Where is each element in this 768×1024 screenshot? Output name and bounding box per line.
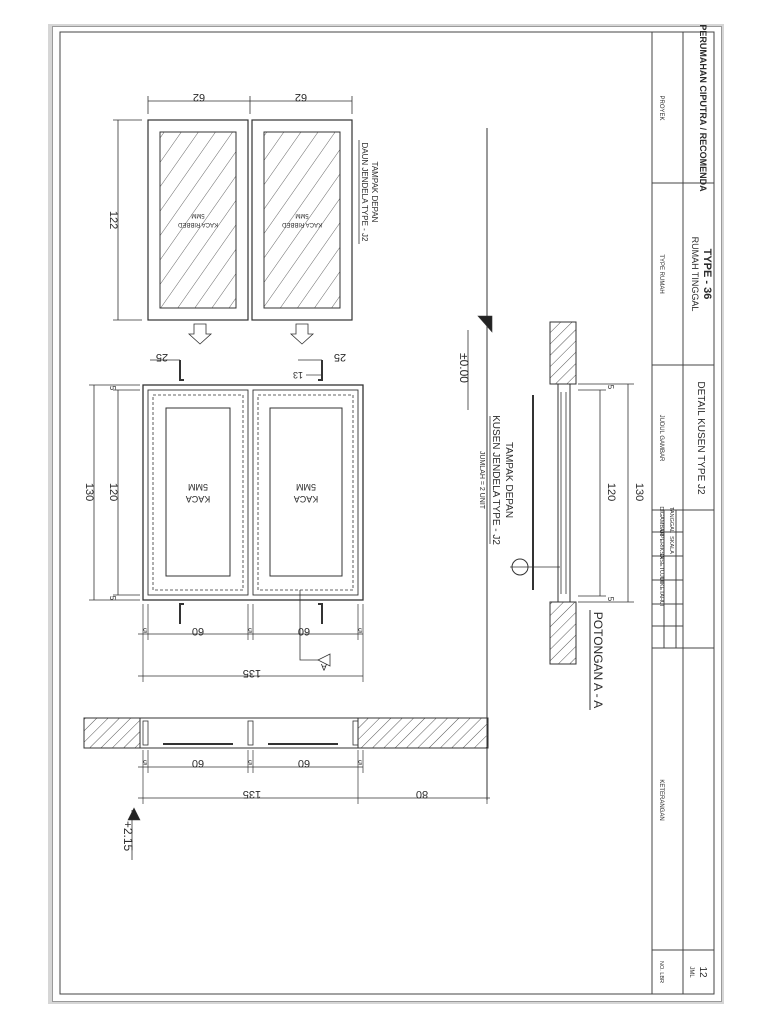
dimension-label: 5: [248, 626, 252, 633]
dimension-label: 62: [192, 91, 206, 103]
glass-label: KACA RIBBED: [281, 221, 323, 227]
field-sheet-no-group: [658, 961, 664, 983]
signoff-4-group: [668, 507, 674, 533]
frame-dim-w4: [298, 625, 310, 637]
house-type-sub: RUMAH TINGGAL: [690, 236, 700, 312]
frame-dim-handle-small: [293, 370, 303, 380]
field-type-group: [658, 254, 664, 293]
frame-dim-handle-right: [334, 351, 346, 363]
view-caption: KUSEN JENDELA TYPE - J2: [490, 415, 501, 545]
side-dim-3: [248, 758, 252, 765]
dimension-label: 122: [107, 210, 119, 230]
side-dim-2: [192, 757, 204, 769]
dimension-label: 120: [107, 482, 119, 502]
dimension-label: 5: [108, 385, 117, 391]
glass-thickness: 5MM: [188, 482, 208, 492]
section-dim-clear: [605, 483, 617, 501]
glass-thickness: 5MM: [296, 482, 316, 492]
side-dim-1: [143, 758, 147, 765]
view-caption: DAUN JENDELA TYPE - J2: [360, 142, 369, 242]
signoff-role: DISETUJUI: [658, 553, 664, 583]
leaf-dim-left-group: [193, 91, 205, 103]
wall-right: [358, 718, 488, 748]
frame-caption-1-group: [503, 442, 514, 518]
section-marker-group: [321, 662, 327, 672]
dimension-label: 5: [358, 758, 362, 765]
field-house-type-label: TYPE RUMAH: [658, 254, 664, 294]
leaf-left-glass: [160, 132, 236, 308]
frame-dim-overall-width: [243, 667, 261, 679]
drawing-border: [60, 32, 714, 994]
sheet-no-group: [697, 966, 708, 978]
field-drawing-title-label: JUDUL GAMBAR: [658, 414, 664, 462]
sheet-total-group: [688, 966, 694, 978]
drawing-title: DETAIL KUSEN TYPE J2: [695, 381, 706, 495]
frame-dim-overall-height: [83, 483, 95, 501]
frame-dim-w1: [143, 626, 147, 633]
frame-glass-label-right: [294, 482, 319, 504]
field-title-group: [658, 415, 664, 462]
signoff-5-group: [668, 536, 674, 554]
title-org-group: [698, 24, 708, 192]
side-dim-overall: [243, 788, 261, 800]
glass-thickness: 5MM: [295, 212, 309, 218]
side-dim-5: [358, 758, 362, 765]
dimension-label: 5: [143, 758, 147, 765]
signoff-role: TANGGAL: [668, 507, 674, 533]
drawing-title-group: [695, 381, 706, 495]
field-notes-label: KETERANGAN: [658, 779, 664, 821]
level-label: +2.15: [121, 820, 135, 852]
wall-left: [84, 718, 140, 748]
frame-caption-2-group: [490, 415, 501, 545]
dimension-label: 5: [108, 595, 117, 601]
dimension-label: 25: [155, 351, 169, 363]
frame-dim-bottom: [108, 596, 117, 601]
leaf-caption-1-group: [370, 162, 379, 223]
sheet-total: JML: [688, 966, 694, 978]
side-dim-sill: [416, 788, 428, 800]
glass-label: KACA: [185, 494, 211, 504]
level-label: ±0.00: [457, 353, 471, 383]
glass-label: KACA: [293, 494, 319, 504]
glass-thickness: 5MM: [191, 212, 205, 218]
section-dim-top: [606, 385, 615, 390]
field-sheet-no-label: NO. LBR: [658, 960, 664, 984]
field-notes-group: [658, 779, 664, 820]
signoff-3-group: [658, 578, 664, 607]
floor-level-group: [457, 353, 471, 383]
dimension-label: 135: [242, 667, 262, 679]
frame-dim-w3: [248, 626, 252, 633]
frame-dim-w2: [192, 625, 204, 637]
leaf-right-glass: [264, 132, 340, 308]
frame-glass-label-left: [186, 482, 211, 504]
signoff-role: DIKETAHUI: [658, 577, 664, 607]
dimension-label: 5: [606, 384, 615, 390]
leaf-caption-2-group: [359, 140, 369, 244]
view-caption: TAMPAK DEPAN: [370, 161, 379, 223]
house-type-sub-group: [690, 237, 700, 312]
view-caption: TAMPAK DEPAN: [503, 441, 514, 519]
dimension-label: 5: [358, 626, 362, 633]
dimension-label: 60: [191, 625, 205, 637]
view-caption: POTONGAN A - A: [591, 611, 605, 709]
dimension-label: 62: [294, 91, 308, 103]
dimension-label: 135: [242, 788, 262, 800]
frame-dim-top: [108, 386, 117, 391]
section-dim-bottom: [606, 597, 615, 602]
dimension-label: 120: [605, 482, 617, 502]
frame-caption-3-group: [478, 451, 485, 510]
field-project-label: PROYEK: [658, 95, 664, 121]
signoff-role: SKALA: [668, 536, 674, 554]
org-name: PERUMAHAN CIPUTRA / RECOMENDA: [698, 24, 708, 192]
section-dim-overall: [633, 483, 645, 501]
dimension-label: 130: [83, 482, 95, 502]
dimension-label: 130: [633, 482, 645, 502]
section-marker-label: A: [320, 662, 328, 672]
dimension-label: 80: [415, 788, 429, 800]
view-caption: JUMLAH = 2 UNIT: [478, 450, 485, 510]
side-dim-4: [298, 757, 310, 769]
dimension-label: 60: [297, 757, 311, 769]
dimension-label: 5: [248, 758, 252, 765]
dimension-label: 5: [606, 596, 615, 602]
dimension-label: 60: [297, 625, 311, 637]
house-type: TYPE - 36: [701, 248, 713, 300]
side-level-group: [121, 821, 135, 852]
section-caption-group: [590, 610, 605, 710]
signoff-role: DIPERIKSA: [658, 529, 664, 559]
frame-dim-clear-height: [107, 483, 119, 501]
glass-label: KACA RIBBED: [177, 221, 219, 227]
dimension-label: 25: [333, 351, 347, 363]
wall-section-bottom: [550, 602, 576, 664]
dimension-label: 5: [143, 626, 147, 633]
sheet-number: 12: [697, 966, 708, 978]
dimension-label: 60: [191, 757, 205, 769]
house-type-group: [701, 249, 713, 300]
leaf-dim-height-group: [107, 211, 119, 229]
signoff-role: DIGAMBAR: [658, 506, 664, 536]
level-marker-icon: [128, 808, 140, 820]
level-marker-icon: [478, 316, 492, 332]
leaf-dim-right-group: [295, 91, 307, 103]
frame-dim-w5: [358, 626, 362, 633]
frame-dim-handle-left: [156, 351, 168, 363]
field-project-group: [658, 95, 664, 120]
dimension-label: 13: [292, 370, 304, 380]
leaf-elevation: [113, 96, 352, 344]
wall-section-top: [550, 322, 576, 384]
